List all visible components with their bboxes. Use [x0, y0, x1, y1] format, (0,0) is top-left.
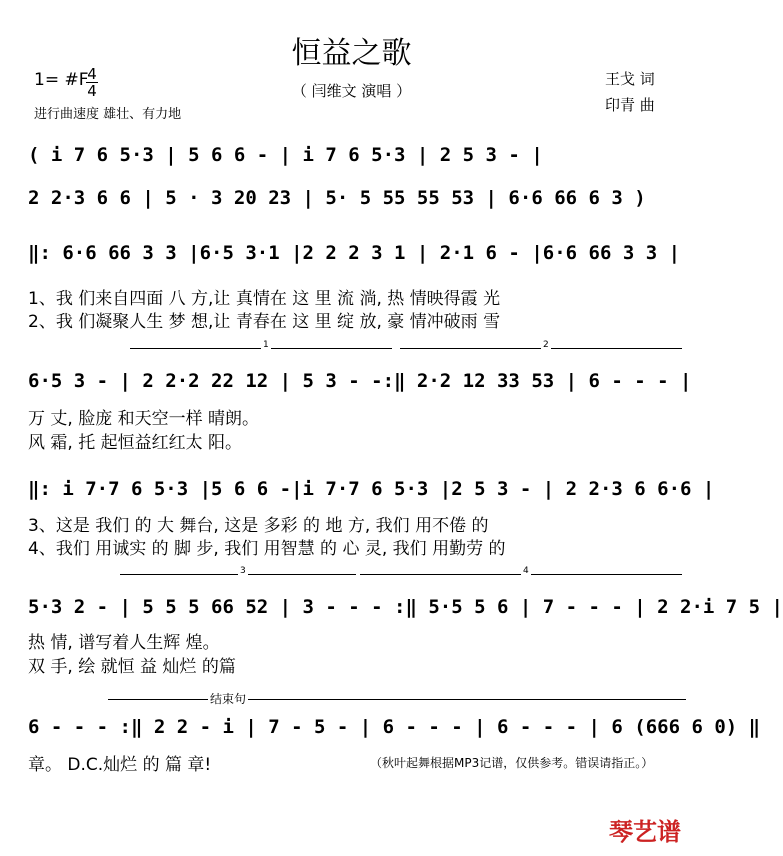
- time-signature: [86, 66, 98, 99]
- lyric-line-5-verse-4: 4、我们 用诚实 的 脚 步, 我们 用智慧 的 心 灵, 我们 用勤劳 的: [28, 539, 506, 559]
- lyric-line-4-verse-1: 万 丈, 脸庞 和天空一样 晴朗。: [28, 409, 260, 429]
- volta-2: 2: [400, 348, 682, 349]
- singer-credit: （ 闫维文 演唱 ）: [291, 82, 412, 100]
- notation-line-3: ‖: 6·6 66 3 3 |6·5 3·1 |2 2 2 3 1 | 2·1 6 - |6·6 66 3 3 |: [28, 242, 681, 264]
- watermark-logo: 琴艺谱: [609, 818, 681, 846]
- lyric-line-5-verse-3: 3、这是 我们 的 大 舞台, 这是 多彩 的 地 方, 我们 用不倦 的: [28, 516, 489, 536]
- volta-4: 4: [360, 574, 682, 575]
- song-title: 恒益之歌: [291, 36, 412, 71]
- lyric-line-3-verse-1: 1、我 们来自四面 八 方,让 真情在 这 里 流 淌, 热 情映得霞 光: [28, 289, 501, 309]
- time-sig-top: 4: [87, 65, 97, 83]
- lyric-line-6-verse-3: 热 情, 谱写着人生辉 煌。: [28, 633, 220, 653]
- time-sig-bottom: 4: [87, 82, 97, 100]
- ending-label: 结束句: [210, 692, 247, 706]
- volta-1: 1: [130, 348, 392, 349]
- tempo-marking: 进行曲速度 雄壮、有力地: [34, 107, 182, 122]
- lyric-line-6-verse-4: 双 手, 绘 就恒 益 灿烂 的篇: [28, 657, 236, 677]
- notation-line-5: ‖: i 7·7 6 5·3 |5 6 6 -|i 7·7 6 5·3 |2 5 3 - | 2 2·3 6 6·6 |: [28, 478, 715, 500]
- notation-line-1: ( i 7 6 5·3 | 5 6 6 - | i 7 6 5·3 | 2 5 3 - |: [28, 144, 543, 166]
- notation-line-6: 5·3 2 - | 5 5 5 66 52 | 3 - - - :‖ 5·5 5 6 | 7 - - - | 2 2·i 7 5 |: [28, 596, 783, 618]
- transcriber-note: （秋叶起舞根据MP3记谱，仅供参考。错误请指正。）: [370, 756, 654, 770]
- composer-credit: 印青 曲: [605, 96, 655, 114]
- lyric-line-4-verse-2: 风 霜, 托 起恒益红红太 阳。: [28, 433, 243, 453]
- lyric-line-7: 章。 D.C.灿烂 的 篇 章!: [28, 755, 212, 775]
- notation-line-2: 2 2·3 6 6 | 5 · 3 20 23 | 5· 5 55 55 53 | 6·6 66 6 3 ): [28, 187, 646, 209]
- notation-line-7: 6 - - - :‖ 2 2 - i | 7 - 5 - | 6 - - - | 6 - - - | 6 (666 6 0) ‖: [28, 716, 761, 738]
- key-signature: 1= #F: [34, 70, 89, 90]
- ending-bracket: [108, 692, 686, 706]
- notation-line-4: 6·5 3 - | 2 2·2 22 12 | 5 3 - -:‖ 2·2 12 33 53 | 6 - - - |: [28, 370, 692, 392]
- lyric-line-3-verse-2: 2、我 们凝聚人生 梦 想,让 青春在 这 里 绽 放, 豪 情冲破雨 雪: [28, 312, 501, 332]
- lyricist-credit: 王戈 词: [605, 70, 655, 88]
- volta-3: 3: [120, 574, 356, 575]
